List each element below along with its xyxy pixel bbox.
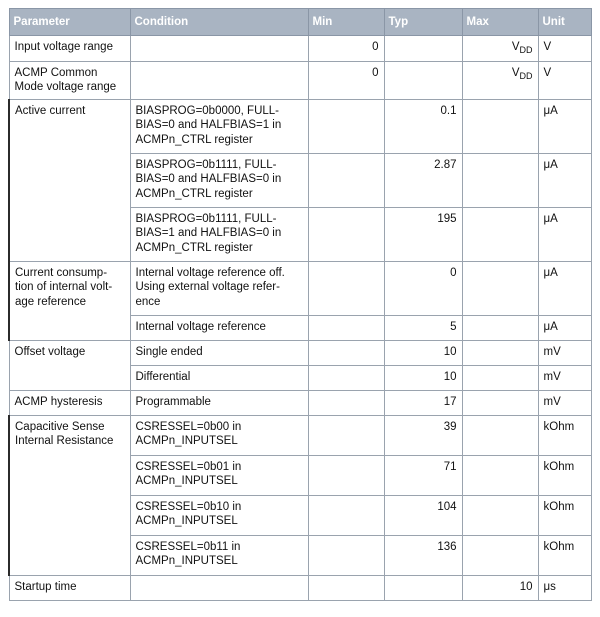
max-cell: 10 <box>462 575 538 600</box>
cond-line: ence <box>135 295 161 308</box>
min-cell <box>308 415 384 455</box>
vdd-main: V <box>511 66 520 79</box>
max-cell <box>462 36 538 62</box>
cond-line: BIASPROG=0b0000, FULL- <box>135 104 280 117</box>
min-cell <box>308 455 384 495</box>
cond-cell <box>130 99 308 153</box>
typ-cell <box>384 36 462 62</box>
typ-cell: 104 <box>384 495 462 535</box>
typ-cell <box>384 575 462 600</box>
param-cm-voltage <box>9 61 130 99</box>
table-row <box>9 36 591 62</box>
cond-cell: Programmable <box>130 390 308 415</box>
param-input-voltage: Input voltage range <box>9 36 130 62</box>
unit-cell: mV <box>538 390 591 415</box>
max-cell <box>462 365 538 390</box>
min-cell <box>308 261 384 315</box>
cond-line: CSRESSEL=0b10 in <box>135 500 242 513</box>
table-header-row <box>9 9 591 36</box>
unit-cell: μA <box>538 99 591 153</box>
cond-line: ACMPn_CTRL register <box>135 241 253 254</box>
cond-line: ACMPn_INPUTSEL <box>135 515 238 527</box>
unit-cell: V <box>538 36 591 62</box>
cond-line: BIAS=0 and HALFBIAS=0 in <box>135 173 282 185</box>
unit-cell: kOhm <box>538 535 591 575</box>
max-cell <box>462 535 538 575</box>
unit-cell: μs <box>538 575 591 600</box>
unit-cell: kOhm <box>538 455 591 495</box>
max-cell <box>462 315 538 340</box>
table-row <box>9 415 591 455</box>
param-active-current: Active current <box>9 99 130 261</box>
cond-cell <box>130 207 308 261</box>
param-line: age reference <box>15 295 86 308</box>
typ-cell: 39 <box>384 415 462 455</box>
param-line: Capacitive Sense <box>15 420 105 433</box>
typ-cell <box>384 61 462 99</box>
max-cell <box>462 495 538 535</box>
typ-cell: 10 <box>384 365 462 390</box>
typ-cell: 17 <box>384 390 462 415</box>
unit-cell: mV <box>538 365 591 390</box>
min-cell <box>308 495 384 535</box>
param-hysteresis: ACMP hysteresis <box>9 390 130 415</box>
cond-cell <box>130 61 308 99</box>
typ-cell: 71 <box>384 455 462 495</box>
vdd-sub: DD <box>519 70 533 81</box>
param-line: ACMP Common <box>14 66 98 79</box>
param-line: tion of internal volt- <box>15 281 113 293</box>
min-cell: 0 <box>308 61 384 99</box>
cond-cell: Single ended <box>130 340 308 365</box>
cond-line: Using external voltage refer- <box>135 281 280 293</box>
typ-cell: 5 <box>384 315 462 340</box>
min-cell <box>308 535 384 575</box>
cond-line: BIAS=1 and HALFBIAS=0 in <box>135 227 282 239</box>
header-unit: Unit <box>538 9 591 36</box>
cond-line: Internal voltage reference off. <box>135 266 285 279</box>
min-cell <box>308 340 384 365</box>
cond-line: BIASPROG=0b1111, FULL- <box>135 212 277 225</box>
param-offset-voltage: Offset voltage <box>9 340 130 390</box>
cond-cell <box>130 261 308 315</box>
spec-table-container <box>8 8 592 601</box>
cond-line: CSRESSEL=0b01 in <box>135 460 242 473</box>
table-row <box>9 261 591 315</box>
cond-cell <box>130 495 308 535</box>
typ-cell: 2.87 <box>384 153 462 207</box>
cond-line: ACMPn_INPUTSEL <box>135 475 238 487</box>
max-cell <box>462 61 538 99</box>
unit-cell: μA <box>538 261 591 315</box>
cond-cell <box>130 36 308 62</box>
unit-cell: V <box>538 61 591 99</box>
header-condition: Condition <box>130 9 308 36</box>
cond-line: BIASPROG=0b1111, FULL- <box>135 158 277 171</box>
max-cell <box>462 153 538 207</box>
unit-cell: kOhm <box>538 495 591 535</box>
unit-cell: kOhm <box>538 415 591 455</box>
min-cell <box>308 99 384 153</box>
vdd-sub: DD <box>519 45 533 55</box>
cond-line: ACMPn_INPUTSEL <box>135 555 238 567</box>
table-row <box>9 61 591 99</box>
typ-cell: 0.1 <box>384 99 462 153</box>
typ-cell: 10 <box>384 340 462 365</box>
min-cell <box>308 575 384 600</box>
cond-line: ACMPn_CTRL register <box>135 187 253 200</box>
vdd-main: V <box>511 41 520 53</box>
cond-cell <box>130 535 308 575</box>
cond-line: CSRESSEL=0b00 in <box>135 420 242 433</box>
min-cell <box>308 153 384 207</box>
max-cell <box>462 207 538 261</box>
cond-cell <box>130 415 308 455</box>
cond-line: CSRESSEL=0b11 in <box>135 540 241 553</box>
typ-cell: 136 <box>384 535 462 575</box>
max-cell <box>462 390 538 415</box>
param-current-consumption <box>9 261 130 340</box>
table-row <box>9 99 591 153</box>
min-cell <box>308 390 384 415</box>
param-cap-sense <box>9 415 130 575</box>
min-cell <box>308 315 384 340</box>
typ-cell: 0 <box>384 261 462 315</box>
table-row <box>9 340 591 365</box>
table-row <box>9 575 591 600</box>
max-cell <box>462 415 538 455</box>
cond-line: BIAS=0 and HALFBIAS=1 in <box>135 119 282 131</box>
unit-cell: μA <box>538 153 591 207</box>
header-parameter: Parameter <box>9 9 130 36</box>
unit-cell: μA <box>538 315 591 340</box>
cond-cell <box>130 455 308 495</box>
unit-cell: mV <box>538 340 591 365</box>
header-min: Min <box>308 9 384 36</box>
param-startup-time: Startup time <box>9 575 130 600</box>
cond-cell <box>130 575 308 600</box>
cond-cell: Internal voltage reference <box>130 315 308 340</box>
max-cell <box>462 261 538 315</box>
param-line: Current consump- <box>15 266 108 279</box>
max-cell <box>462 455 538 495</box>
max-cell <box>462 340 538 365</box>
param-line: Internal Resistance <box>15 435 114 447</box>
typ-cell: 195 <box>384 207 462 261</box>
cond-line: ACMPn_INPUTSEL <box>135 435 238 447</box>
min-cell: 0 <box>308 36 384 62</box>
max-cell <box>462 99 538 153</box>
cond-line: ACMPn_CTRL register <box>135 133 253 146</box>
param-line: Mode voltage range <box>14 81 117 93</box>
header-typ: Typ <box>384 9 462 36</box>
table-row <box>9 390 591 415</box>
cond-cell <box>130 153 308 207</box>
header-max: Max <box>462 9 538 36</box>
unit-cell: μA <box>538 207 591 261</box>
min-cell <box>308 365 384 390</box>
min-cell <box>308 207 384 261</box>
acmp-spec-table <box>8 8 592 601</box>
cond-cell: Differential <box>130 365 308 390</box>
